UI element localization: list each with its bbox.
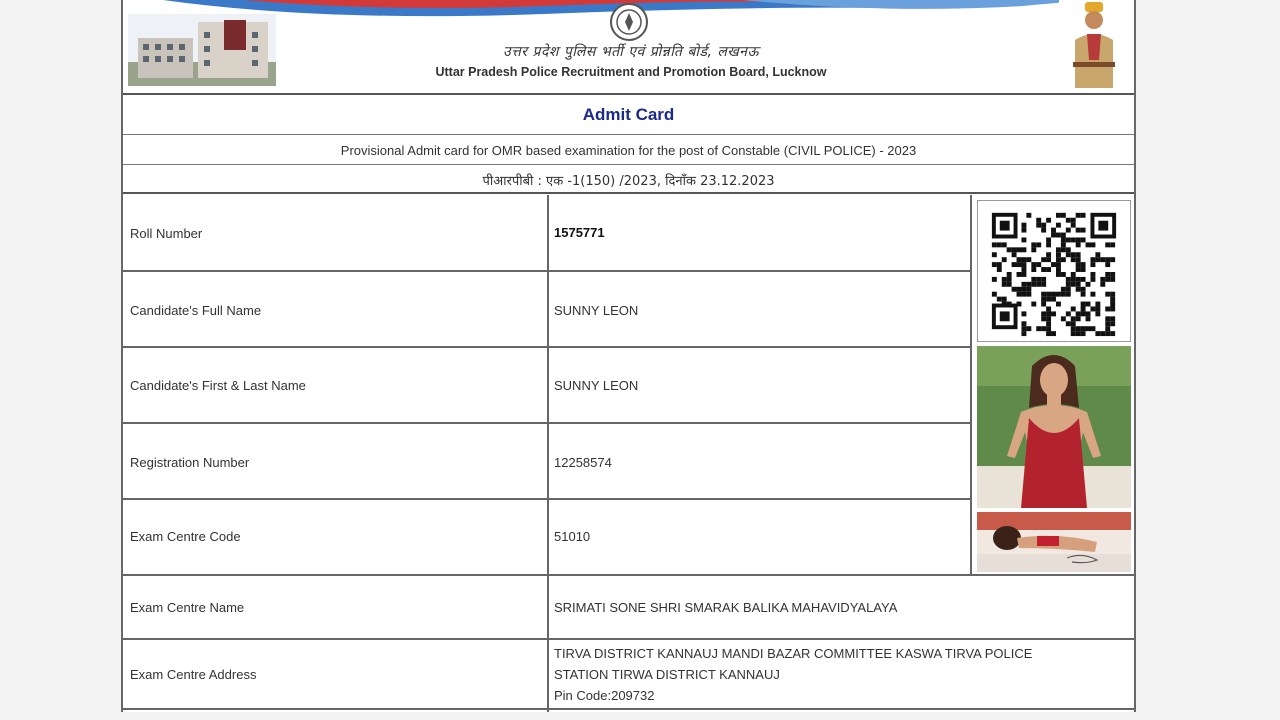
exam-centre-address-value [554, 643, 1124, 706]
first-last-name-value: SUNNY LEON [554, 378, 639, 393]
full-name-value: SUNNY LEON [554, 303, 639, 318]
board-reference-number: पीआरपीबी : एक -1(150) /2023, दिनाँक 23.12.2023 [123, 165, 1134, 194]
first-last-name-label: Candidate's First & Last Name [130, 378, 306, 393]
exam-centre-code-label: Exam Centre Code [130, 529, 241, 544]
candidate-signature-image [977, 512, 1131, 572]
admit-card-sheet [121, 0, 1136, 712]
exam-description: Provisional Admit card for OMR based examination for the post of Constable (CIVIL POLICE) - 2023 [123, 136, 1134, 165]
qr-code [977, 200, 1131, 342]
row-divider [123, 270, 972, 272]
row-divider [123, 498, 972, 500]
exam-centre-address-label: Exam Centre Address [130, 667, 257, 682]
registration-number-label: Registration Number [130, 455, 250, 470]
roll-number-label: Roll Number [130, 226, 203, 241]
row-divider [123, 708, 1134, 710]
roll-number-value: 1575771 [554, 225, 605, 240]
address-line: STATION TIRWA DISTRICT KANNAUJ [554, 667, 780, 682]
registration-number-value: 12258574 [554, 455, 612, 470]
header-banner [123, 0, 1134, 95]
pin-code: Pin Code:209732 [554, 688, 655, 703]
board-name-english: Uttar Pradesh Police Recruitment and Promotion Board, Lucknow [435, 65, 827, 79]
exam-centre-name-value: SRIMATI SONE SHRI SMARAK BALIKA MAHAVIDYALAYA [554, 600, 898, 615]
admit-card-title-row [123, 95, 1134, 135]
headquarters-building-image [128, 14, 276, 86]
row-divider [123, 346, 972, 348]
row-divider [123, 574, 1134, 576]
exam-centre-name-label: Exam Centre Name [130, 600, 245, 615]
exam-centre-code-value: 51010 [554, 529, 591, 544]
row-divider [123, 422, 972, 424]
police-emblem-icon [607, 2, 651, 42]
police-officer-image [1059, 0, 1129, 88]
full-name-label: Candidate's Full Name [130, 303, 262, 318]
column-divider [547, 195, 549, 712]
admit-card-title: Admit Card [582, 105, 675, 124]
candidate-photo [977, 346, 1131, 508]
column-divider [970, 195, 972, 575]
address-line: TIRVA DISTRICT KANNAUJ MANDI BAZAR COMMITTEE KASWA TIRVA POLICE [554, 646, 1033, 661]
row-divider [123, 638, 1134, 640]
board-name-hindi: उत्तर प्रदेश पुलिस भर्ती एवं प्रोन्नति बोर्ड, लखनऊ [502, 44, 760, 60]
